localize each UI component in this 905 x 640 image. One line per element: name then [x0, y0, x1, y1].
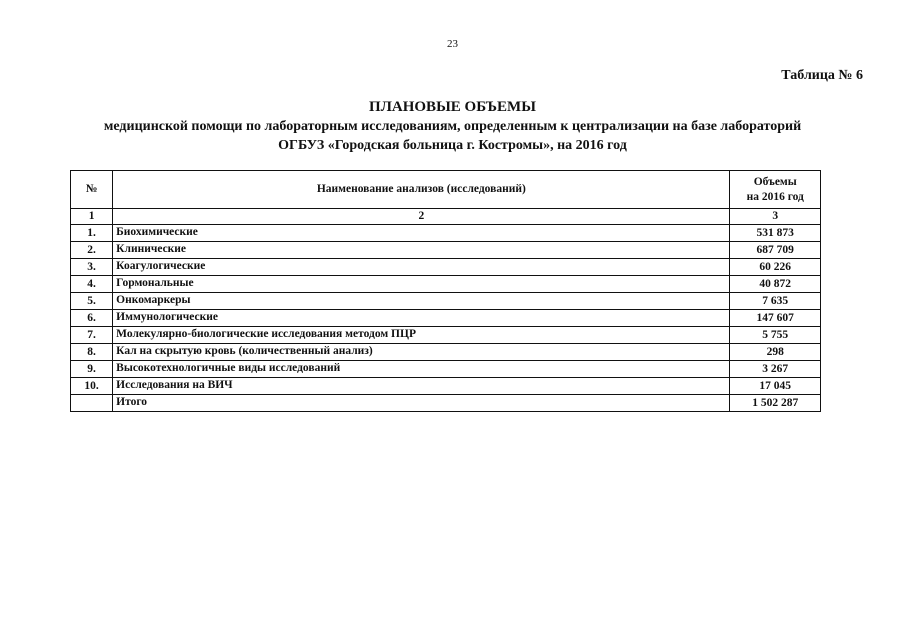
row-name: Иммунологические	[113, 310, 730, 327]
total-label: Итого	[113, 395, 730, 412]
column-index: 3	[730, 209, 821, 225]
header-volume-line-1: Объемы	[753, 175, 797, 188]
row-number: 10.	[71, 378, 113, 395]
total-volume: 1 502 287	[730, 395, 821, 412]
row-name: Высокотехнологичные виды исследований	[113, 361, 730, 378]
row-volume: 3 267	[730, 361, 821, 378]
row-number: 1.	[71, 225, 113, 242]
table-label: Таблица № 6	[781, 68, 863, 83]
row-name: Коагулогические	[113, 259, 730, 276]
table-row	[71, 276, 821, 293]
row-volume: 60 226	[730, 259, 821, 276]
row-volume: 298	[730, 344, 821, 361]
table-row	[71, 378, 821, 395]
row-volume: 5 755	[730, 327, 821, 344]
table-row	[71, 327, 821, 344]
row-volume: 531 873	[730, 225, 821, 242]
title-line-2: медицинской помощи по лабораторным исследованиям, определенным к централизации на базе лабораторий	[103, 119, 802, 134]
row-volume: 7 635	[730, 293, 821, 310]
row-name: Биохимические	[113, 225, 730, 242]
document-title	[0, 98, 905, 155]
column-index: 1	[71, 209, 113, 225]
total-number	[71, 395, 113, 412]
column-index-row	[71, 209, 821, 225]
row-name: Молекулярно-биологические исследования методом ПЦР	[113, 327, 730, 344]
header-name: Наименование анализов (исследований)	[113, 171, 730, 209]
title-line-1: ПЛАНОВЫЕ ОБЪЕМЫ	[369, 99, 536, 115]
table-row	[71, 242, 821, 259]
row-name: Клинические	[113, 242, 730, 259]
title-line-3: ОГБУЗ «Городская больница г. Костромы», на 2016 год	[278, 138, 627, 153]
row-number: 5.	[71, 293, 113, 310]
row-number: 9.	[71, 361, 113, 378]
row-number: 2.	[71, 242, 113, 259]
table-row	[71, 310, 821, 327]
row-number: 3.	[71, 259, 113, 276]
column-index: 2	[113, 209, 730, 225]
volumes-table	[70, 170, 821, 412]
header-volume	[730, 171, 821, 209]
row-volume: 40 872	[730, 276, 821, 293]
row-number: 6.	[71, 310, 113, 327]
row-volume: 147 607	[730, 310, 821, 327]
row-name: Онкомаркеры	[113, 293, 730, 310]
row-number: 4.	[71, 276, 113, 293]
row-name: Исследования на ВИЧ	[113, 378, 730, 395]
header-number: №	[71, 171, 113, 209]
table-row	[71, 361, 821, 378]
row-name: Кал на скрытую кровь (количественный анализ)	[113, 344, 730, 361]
table-header-row	[71, 171, 821, 209]
row-number: 7.	[71, 327, 113, 344]
row-volume: 17 045	[730, 378, 821, 395]
total-row	[71, 395, 821, 412]
page-number: 23	[447, 38, 458, 50]
table-row	[71, 259, 821, 276]
table-row	[71, 344, 821, 361]
table-row	[71, 293, 821, 310]
table-row	[71, 225, 821, 242]
header-volume-line-2: на 2016 год	[746, 190, 804, 203]
row-volume: 687 709	[730, 242, 821, 259]
row-name: Гормональные	[113, 276, 730, 293]
row-number: 8.	[71, 344, 113, 361]
